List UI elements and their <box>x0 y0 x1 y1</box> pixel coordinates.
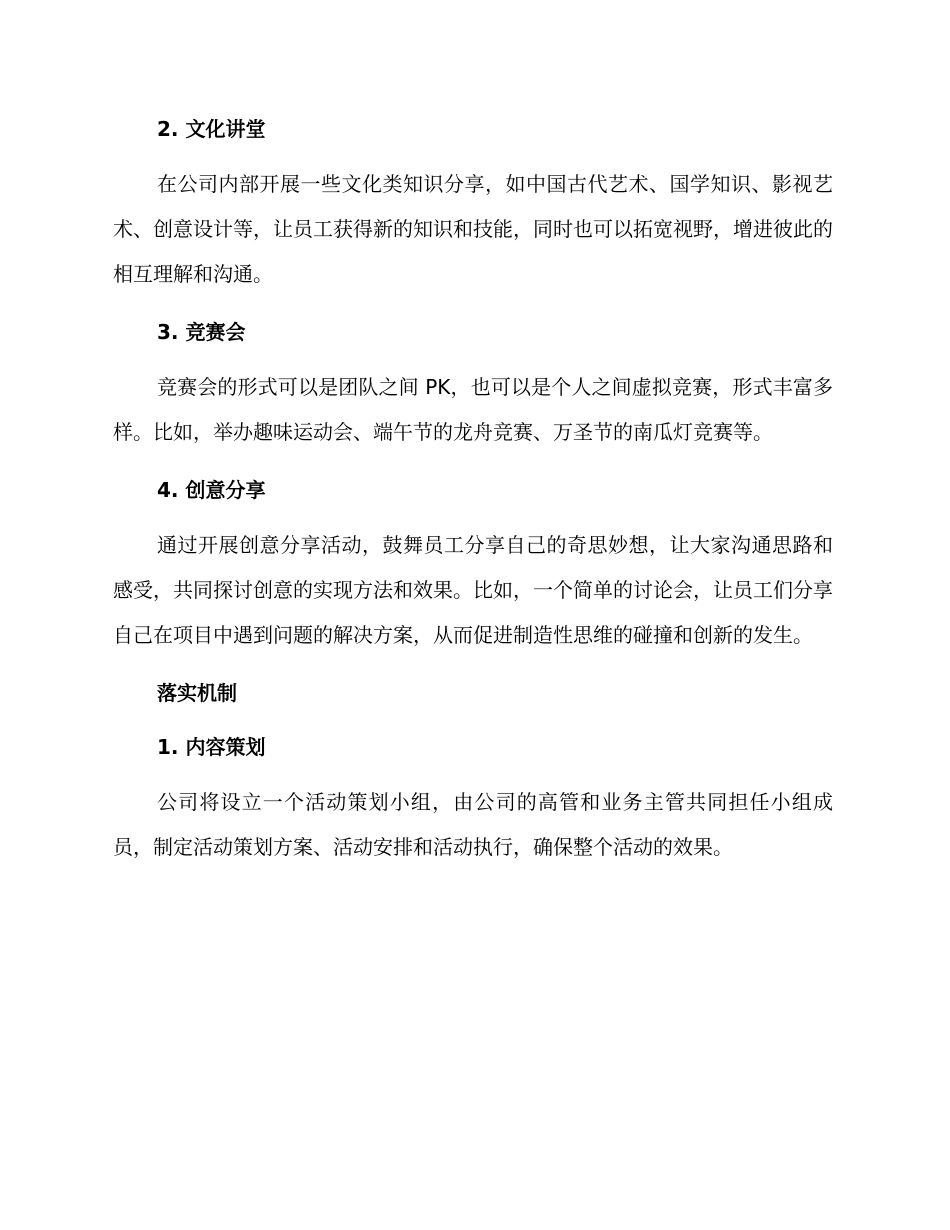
section-heading-creative-sharing: 4. 创意分享 <box>157 478 266 502</box>
mechanism-subheading-content-planning: 1. 内容策划 <box>157 735 266 759</box>
document-body <box>113 108 833 870</box>
section-heading-competition: 3. 竞赛会 <box>157 320 246 344</box>
mechanism-title: 落实机制 <box>157 681 237 705</box>
section-paragraph-competition: 竞赛会的形式可以是团队之间 PK，也可以是个人之间虚拟竞赛，形式丰富多样。比如，举办趣味运动会、端午节的龙舟竞赛、万圣节的南瓜灯竞赛等。 <box>113 375 833 444</box>
section-paragraph-culture-lecture: 在公司内部开展一些文化类知识分享，如中国古代艺术、国学知识、影视艺术、创意设计等，让员工获得新的知识和技能，同时也可以拓宽视野，增进彼此的相互理解和沟通。 <box>113 172 833 286</box>
section-paragraph-creative-sharing: 通过开展创意分享活动，鼓舞员工分享自己的奇思妙想，让大家沟通思路和感受，共同探讨创意的实现方法和效果。比如，一个简单的讨论会，让员工们分享自己在项目中遇到问题的解决方案，从而促进制造性思维的碰撞和创新的发生。 <box>113 533 833 647</box>
section-heading-culture-lecture: 2. 文化讲堂 <box>157 117 266 141</box>
mechanism-paragraph: 公司将设立一个活动策划小组，由公司的高管和业务主管共同担任小组成员，制定活动策划方案、活动安排和活动执行，确保整个活动的效果。 <box>113 790 833 859</box>
